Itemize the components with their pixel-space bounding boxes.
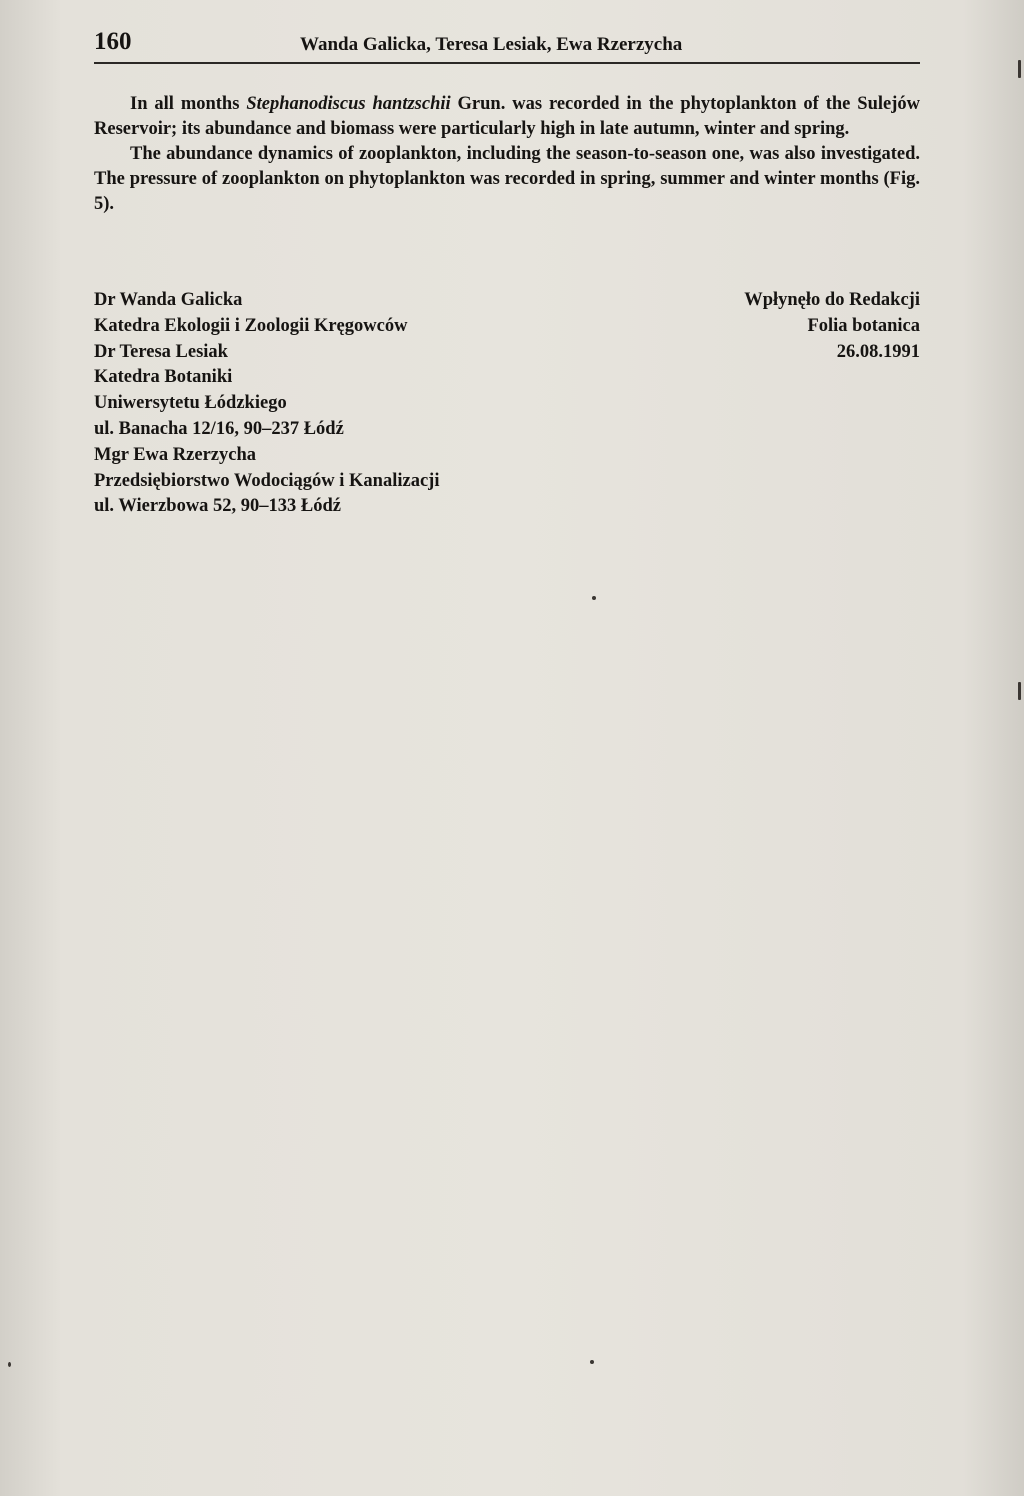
paper-speck	[1018, 682, 1021, 700]
affil-row	[94, 443, 920, 469]
p1-before: In all months	[130, 94, 247, 114]
paragraph-1	[94, 92, 920, 142]
p1-after: Grun. was recorded in the phytoplankton of the Sulejów Reservoir; its abundance and biomass were particularly high in late autumn, winter and spring.	[94, 94, 920, 139]
affil-row	[94, 469, 920, 495]
running-head: Wanda Galicka, Teresa Lesiak, Ewa Rzerzycha	[300, 34, 683, 55]
affil-row	[94, 365, 920, 391]
address: ul. Wierzbowa 52, 90–133 Łódź	[94, 496, 342, 517]
author-name: Mgr Ewa Rzerzycha	[94, 444, 256, 465]
affiliations-block	[94, 288, 920, 520]
received-date: 26.08.1991	[836, 341, 920, 362]
author-name: Dr Teresa Lesiak	[94, 341, 228, 362]
company: Przedsiębiorstwo Wodociągów i Kanalizacji	[94, 470, 440, 491]
paper-speck	[1018, 60, 1021, 78]
affil-row	[94, 314, 920, 340]
paper-speck	[8, 1362, 11, 1367]
affil-row	[94, 417, 920, 443]
department: Katedra Ekologii i Zoologii Kręgowców	[94, 315, 408, 336]
paper-speck	[590, 1360, 594, 1364]
affil-row	[94, 340, 920, 366]
page-number: 160	[94, 28, 132, 55]
body-text	[94, 92, 920, 217]
university: Uniwersytetu Łódzkiego	[94, 393, 287, 414]
paper-speck	[592, 596, 596, 600]
affil-row	[94, 494, 920, 520]
author-name: Dr Wanda Galicka	[94, 290, 243, 310]
journal-name: Folia botanica	[807, 315, 920, 336]
species-name: Stephanodiscus hantzschii	[246, 94, 451, 114]
header-rule	[94, 62, 920, 64]
paragraph-2: The abundance dynamics of zooplankton, including the season-to-season one, was also investigated. The pressure of zooplankton on phytoplankton was recorded in spring, summer and winter months (Fig. 5).	[94, 144, 920, 214]
bleed-through-texture	[92, 560, 922, 640]
affil-row	[94, 288, 920, 314]
department: Katedra Botaniki	[94, 367, 233, 388]
address: ul. Banacha 12/16, 90–237 Łódź	[94, 418, 344, 439]
affil-row	[94, 391, 920, 417]
received-label: Wpłynęło do Redakcji	[744, 290, 920, 310]
page-header	[94, 22, 920, 62]
